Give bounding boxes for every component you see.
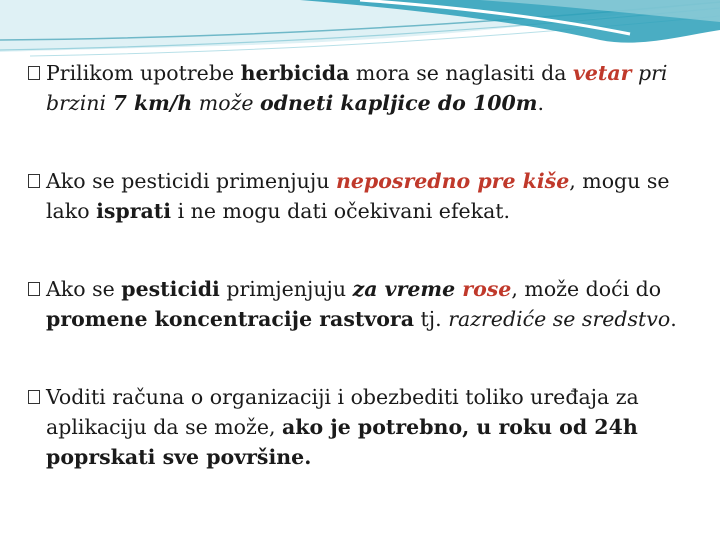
bullet-3: [28, 274, 700, 334]
bullet-text-segment: mora se naglasiti da: [349, 61, 573, 85]
bullet-text-segment: neposredno pre kiše: [335, 169, 570, 193]
bullet-text-segment: razrediće se sredstvo: [448, 307, 671, 331]
bullet-text-segment: tj.: [414, 307, 449, 331]
bullet-text-segment: , može doći do: [511, 277, 662, 301]
bullet-1: [28, 58, 700, 118]
bullet-text-segment: vetar: [572, 61, 632, 85]
bullet-text-segment: pesticidi: [121, 277, 220, 301]
bullet-text-segment: Prilikom upotrebe: [46, 61, 241, 85]
bullet-box-icon: [28, 174, 40, 188]
bullet-text-segment: Voditi računa o organizaciji i obezbediti toliko uređaja za aplikaciju da se može,: [46, 385, 639, 439]
bullet-text-segment: 7 km/h: [112, 91, 193, 115]
bullet-text-segment: , mogu se lako: [46, 169, 670, 223]
bullet-text-segment: .: [670, 307, 677, 331]
bullet-box-icon: [28, 282, 40, 296]
bullet-text-segment: rose: [462, 277, 512, 301]
bullet-text-segment: pri brzini: [46, 61, 668, 115]
bullet-text-segment: Ako se pesticidi primenjuju: [46, 169, 336, 193]
bullet-text-segment: može: [192, 91, 261, 115]
bullet-text-segment: promene koncentracije rastvora: [46, 307, 415, 331]
bullet-text-segment: herbicida: [240, 61, 350, 85]
bullet-text-segment: i ne mogu dati očekivani efekat.: [171, 199, 511, 223]
slide-content: [28, 58, 700, 472]
bullet-2: [28, 166, 700, 226]
bullet-4: [28, 382, 700, 472]
bullet-text-segment: Ako se: [46, 277, 122, 301]
bullet-box-icon: [28, 66, 40, 80]
bullet-text-segment: za vreme: [352, 277, 463, 301]
bullet-text-segment: odneti kapljice do 100m: [260, 91, 538, 115]
bullet-text-segment: isprati: [96, 199, 172, 223]
bullet-box-icon: [28, 390, 40, 404]
bullet-text-segment: .: [537, 91, 544, 115]
bullet-text-segment: primjenjuju: [219, 277, 353, 301]
bullet-text-segment: ako je potrebno, u roku od 24h poprskati sve površine.: [46, 415, 638, 469]
